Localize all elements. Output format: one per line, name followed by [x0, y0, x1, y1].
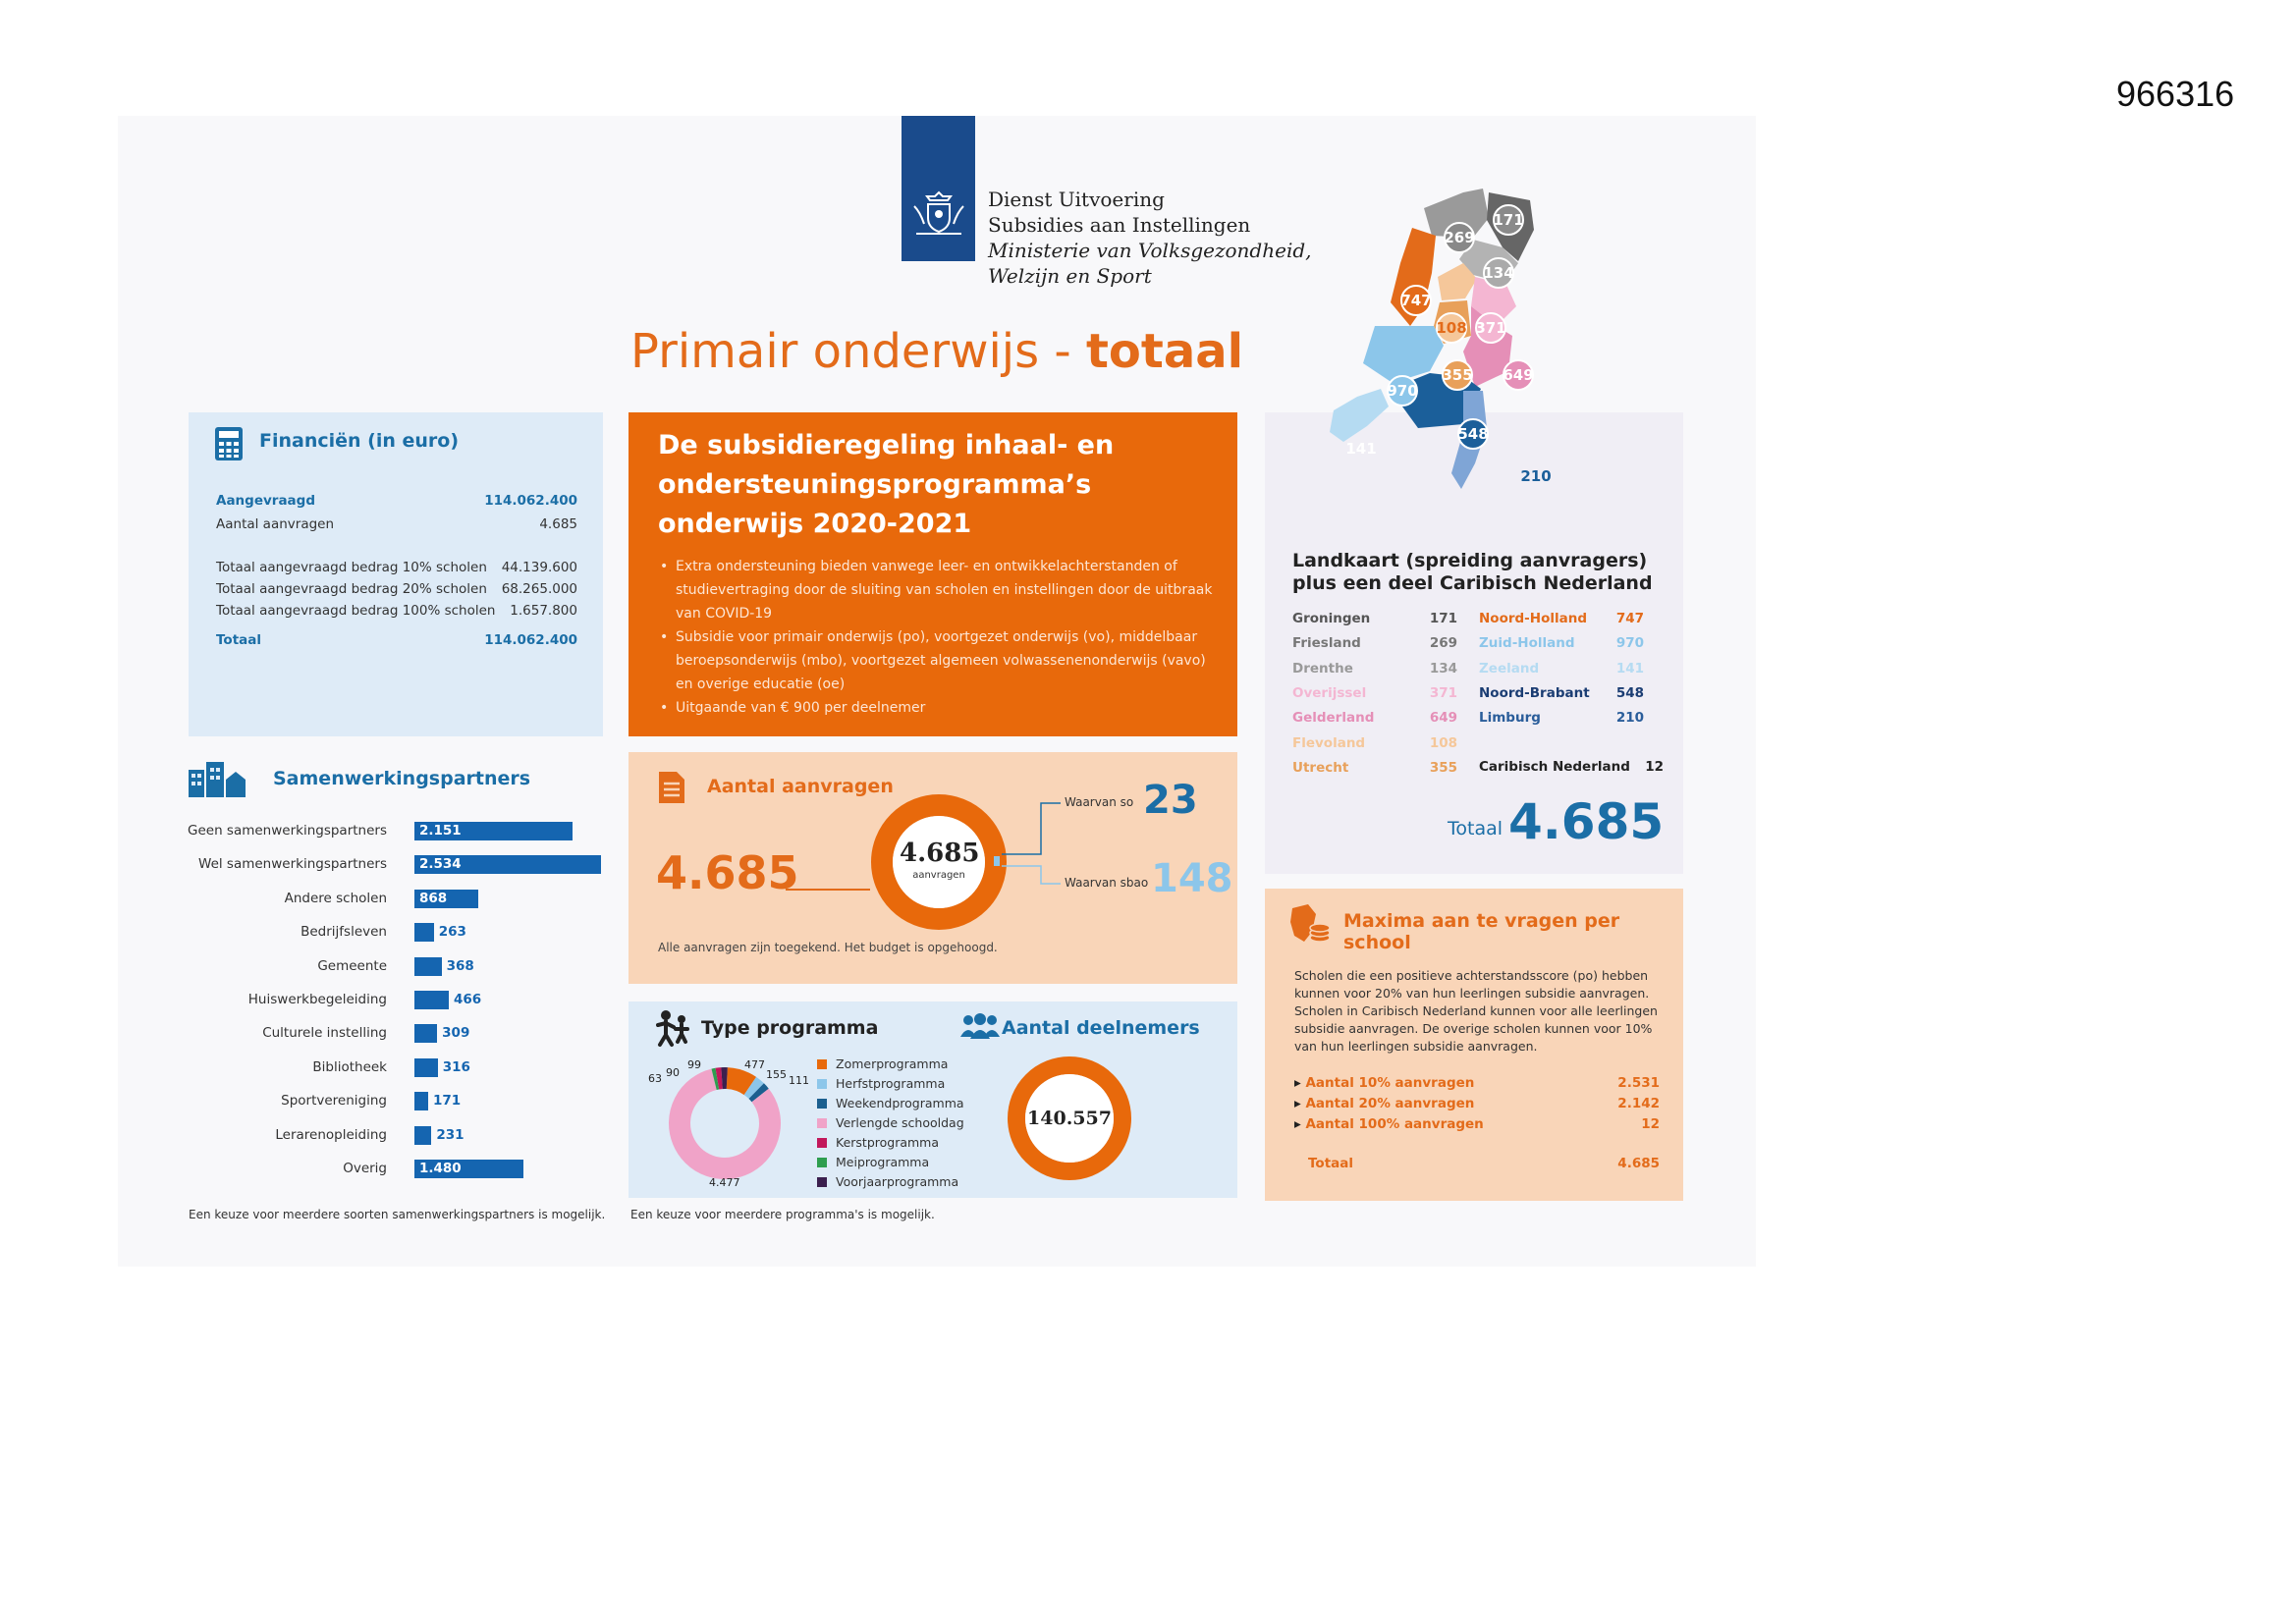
bar-row: [189, 956, 601, 978]
bar: [414, 1024, 437, 1043]
bar-category-label: Andere scholen: [284, 890, 387, 906]
bar-value-label: 309: [442, 1025, 470, 1042]
map-label-ov: 371: [1475, 319, 1506, 337]
bullet-item: • Extra ondersteuning bieden vanwege leer- en ontwikkelachterstanden of studievertraging door de sluiting van scholen en instellingen door de uitbraak van COVID-19: [658, 555, 1218, 625]
fin-row-totaal: Totaal 114.062.400: [216, 632, 577, 648]
map-label-li: 210: [1520, 467, 1552, 485]
bar-row: [189, 854, 601, 876]
province-value: 747: [1615, 611, 1644, 626]
bar: [414, 957, 442, 976]
legend-swatch: [817, 1158, 827, 1167]
legend-item: [817, 1094, 964, 1113]
type-programma-title: Type programma: [701, 1017, 879, 1039]
legend-label: Weekendprogramma: [836, 1096, 964, 1110]
bar-value-label: 466: [453, 992, 482, 1007]
map-label-gl: 649: [1503, 366, 1534, 384]
subsidieregeling-title: De subsidieregeling inhaal- en ondersteuningsprogramma’s onderwijs 2020-2021: [658, 430, 1115, 539]
bar-category-label: Bibliotheek: [312, 1058, 387, 1075]
maxima-row-20: ▸ Aantal 20% aanvragen 2.142: [1294, 1096, 1660, 1111]
map-label-dr: 134: [1483, 264, 1514, 282]
bar-row: [189, 922, 601, 944]
legend-label: Kerstprogramma: [836, 1135, 940, 1150]
fin-row-aangevraagd: Aangevraagd 114.062.400: [216, 493, 577, 509]
province-row: [1292, 661, 1457, 677]
map-label-nb: 548: [1457, 425, 1489, 443]
donut-slice-meiprogramma: [714, 1079, 717, 1080]
legend-swatch: [817, 1079, 827, 1089]
bullet-item: • Subsidie voor primair onderwijs (po), voortgezet onderwijs (vo), middelbaar beroepsonderwijs (mbo), voortgezet algemeen volwassenenonderwijs (vavo) en overige educatie (oe): [658, 625, 1218, 696]
legend-label: Meiprogramma: [836, 1155, 930, 1169]
bar-category-label: Lerarenopleiding: [275, 1126, 387, 1143]
donut-center-label: aanvragen: [912, 870, 965, 881]
donut-center-value: 4.685: [900, 839, 980, 868]
legend-item: [817, 1172, 964, 1192]
slice-label-kerst: 90: [666, 1066, 680, 1079]
donut-slice-kerstprogramma: [717, 1078, 722, 1079]
landkaart-total-value: 4.685: [1508, 793, 1665, 850]
deelnemers-value: 140.557: [1027, 1108, 1112, 1129]
province-row: [1479, 661, 1644, 677]
map-label-fr: 269: [1444, 229, 1475, 246]
sbao-value: 148: [1151, 856, 1233, 901]
province-name: Drenthe: [1292, 660, 1353, 677]
type-programma-footnote: Een keuze voor meerdere programma's is mogelijk.: [630, 1208, 935, 1221]
group-icon: [960, 1013, 1000, 1039]
legend-swatch: [817, 1059, 827, 1069]
bar-category-label: Overig: [343, 1161, 387, 1176]
type-programma-legend: [817, 1055, 964, 1192]
maxima-row-totaal: Totaal 4.685: [1308, 1156, 1660, 1171]
bar-category-label: Culturele instelling: [262, 1025, 387, 1042]
province-value: 970: [1615, 635, 1644, 652]
province-row: [1292, 635, 1457, 651]
legend-swatch: [817, 1099, 827, 1109]
legend-item: [817, 1113, 964, 1133]
maxima-row-10: ▸ Aantal 10% aanvragen 2.531: [1294, 1075, 1660, 1091]
map-label-ut: 355: [1442, 366, 1473, 384]
map-label-ze: 141: [1345, 440, 1377, 458]
legend-item: [817, 1133, 964, 1153]
province-value: 12: [1645, 759, 1664, 775]
province-row: [1292, 685, 1457, 701]
map-label-zh: 970: [1387, 382, 1418, 400]
fin-row-10: Totaal aangevraagd bedrag 10% scholen 44.139.600: [216, 560, 577, 575]
province-row: [1479, 635, 1644, 651]
province-row: [1479, 611, 1644, 626]
bar-row: [189, 1125, 601, 1147]
legend-swatch: [817, 1138, 827, 1148]
bar: [414, 1058, 438, 1077]
landkaart-title: Landkaart (spreiding aanvragers) plus een deel Caribisch Nederland: [1292, 550, 1653, 594]
type-programma-panel: [629, 1001, 1237, 1198]
legend-label: Zomerprogramma: [836, 1056, 949, 1071]
slice-label-mei: 63: [648, 1072, 662, 1085]
financien-panel: [189, 412, 603, 736]
document-id: 966316: [2116, 74, 2235, 114]
bar-category-label: Bedrijfsleven: [301, 924, 387, 941]
province-name: Zuid-Holland: [1479, 635, 1575, 652]
bar-row: [189, 889, 601, 910]
bar-row: [189, 1057, 601, 1079]
bar-value-label: 868: [419, 890, 448, 906]
province-row: [1292, 735, 1457, 751]
legend-label: Verlengde schooldag: [836, 1115, 964, 1130]
province-value: 108: [1429, 734, 1457, 751]
legend-item: [817, 1153, 964, 1172]
aanvragen-title: Aantal aanvragen: [707, 776, 894, 797]
organisation-name: Dienst Uitvoering Subsidies aan Instellingen Ministerie van Volksgezondheid, Welzijn en Sport: [988, 188, 1312, 288]
province-name: Caribisch Nederland: [1479, 759, 1630, 775]
bar-value-label: 316: [442, 1058, 470, 1075]
province-name: Noord-Holland: [1479, 611, 1587, 626]
calculator-icon: [214, 426, 244, 461]
bar: [414, 1126, 431, 1145]
netherlands-map: [1316, 179, 1630, 542]
netherlands-coins-icon: [1286, 902, 1332, 946]
sbao-label: Waarvan sbao: [1065, 876, 1149, 890]
type-programma-donut: [629, 1001, 815, 1198]
province-value: 210: [1615, 710, 1644, 727]
aanvragen-footnote: Alle aanvragen zijn toegekend. Het budget is opgehoogd.: [658, 941, 998, 954]
bar-value-label: 1.480: [419, 1161, 462, 1176]
province-value: 548: [1615, 684, 1644, 701]
legend-item: [817, 1055, 964, 1074]
donut-slice-zomerprogramma: [727, 1078, 750, 1086]
province-name: Gelderland: [1292, 710, 1375, 727]
samenwerking-footnote: Een keuze voor meerdere soorten samenwerkingspartners is mogelijk.: [189, 1208, 606, 1221]
bar-value-label: 171: [433, 1093, 462, 1110]
maxima-panel: [1265, 889, 1683, 1201]
province-value: 134: [1429, 660, 1457, 677]
bar: [414, 991, 449, 1009]
slice-label-verlengde: 4.477: [709, 1176, 740, 1189]
bar-row: [189, 1023, 601, 1045]
bar-category-label: Gemeente: [317, 957, 387, 974]
province-name: Zeeland: [1479, 660, 1540, 677]
donut-slice-weekendprogramma: [756, 1091, 760, 1095]
slice-label-voorjaar: 99: [687, 1058, 701, 1071]
rijksoverheid-logo: [902, 116, 975, 261]
bar-row: [189, 990, 601, 1011]
bar-value-label: 368: [446, 957, 474, 974]
bar-value-label: 263: [438, 924, 466, 941]
bar-value-label: 2.151: [419, 823, 462, 839]
province-value: 269: [1429, 635, 1457, 652]
fin-row-aantal: Aantal aanvragen 4.685: [216, 516, 577, 532]
aanvragen-panel: [629, 752, 1237, 984]
bar-value-label: 231: [436, 1126, 465, 1143]
subsidieregeling-bullets: [658, 555, 1218, 720]
province-value: 171: [1429, 611, 1457, 626]
province-row: [1479, 685, 1644, 701]
coat-of-arms-icon: [906, 187, 971, 242]
province-row: [1479, 759, 1664, 775]
maxima-title: Maxima aan te vragen per school: [1343, 910, 1620, 953]
bar-category-label: Huiswerkbegeleiding: [247, 992, 387, 1007]
landkaart-total-label: Totaal: [1448, 818, 1503, 839]
province-name: Overijssel: [1292, 684, 1367, 701]
buildings-icon: [189, 760, 247, 797]
legend-swatch: [817, 1118, 827, 1128]
bullet-item: • Uitgaande van € 900 per deelnemer: [658, 696, 1218, 720]
legend-label: Voorjaarprogramma: [836, 1174, 959, 1189]
province-name: Flevoland: [1292, 734, 1366, 751]
aanvragen-total: 4.685: [656, 846, 799, 899]
so-label: Waarvan so: [1065, 795, 1134, 809]
maxima-row-100: ▸ Aantal 100% aanvragen 12: [1294, 1116, 1660, 1132]
province-value: 141: [1615, 660, 1644, 677]
fin-row-100: Totaal aangevraagd bedrag 100% scholen 1.657.800: [216, 603, 577, 619]
legend-item: [817, 1074, 964, 1094]
maxima-text: Scholen die een positieve achterstandsscore (po) hebben kunnen voor 20% van hun leerlingen subsidie aanvragen. Scholen in Caribisch Nederland kunnen voor alle leerlingen subsidie aanvragen. De overige scholen kunnen voor 10% van hun leerlingen subsidie aanvragen.: [1294, 968, 1658, 1054]
bar-row: [189, 821, 601, 842]
bar-row: [189, 1091, 601, 1112]
province-row: [1292, 710, 1457, 726]
province-name: Limburg: [1479, 710, 1541, 727]
page-title: Primair onderwijs - totaal: [630, 324, 1244, 379]
province-row: [1479, 710, 1644, 726]
province-name: Noord-Brabant: [1479, 684, 1590, 701]
province-value: 355: [1429, 759, 1457, 776]
province-name: Groningen: [1292, 611, 1371, 626]
samenwerking-title: Samenwerkingspartners: [273, 768, 531, 789]
province-value: 371: [1429, 684, 1457, 701]
bar: [414, 1092, 428, 1110]
province-name: Friesland: [1292, 635, 1361, 652]
slice-label-herfst: 155: [766, 1068, 787, 1081]
legend-swatch: [817, 1177, 827, 1187]
subsidieregeling-panel: [629, 412, 1237, 736]
slice-label-zomer: 477: [744, 1058, 765, 1071]
slice-label-weekend: 111: [789, 1074, 809, 1087]
bar-category-label: Sportvereniging: [281, 1093, 387, 1110]
bar: [414, 923, 434, 942]
bar-category-label: Wel samenwerkingspartners: [198, 856, 387, 873]
so-value: 23: [1143, 778, 1198, 823]
bar-row: [189, 1159, 601, 1180]
fin-row-20: Totaal aangevraagd bedrag 20% scholen 68.265.000: [216, 581, 577, 597]
legend-label: Herfstprogramma: [836, 1076, 946, 1091]
bar-value-label: 2.534: [419, 856, 462, 873]
map-label-nh: 747: [1400, 292, 1432, 309]
financien-title: Financiën (in euro): [259, 430, 460, 452]
province-row: [1292, 760, 1457, 776]
province-value: 649: [1429, 710, 1457, 727]
province-row: [1292, 611, 1457, 626]
donut-slice-herfstprogramma: [750, 1086, 756, 1091]
province-name: Utrecht: [1292, 759, 1349, 776]
map-label-gr: 171: [1493, 211, 1524, 229]
deelnemers-title: Aantal deelnemers: [1002, 1017, 1200, 1039]
bar-category-label: Geen samenwerkingspartners: [188, 823, 387, 839]
map-label-fl: 108: [1436, 319, 1467, 337]
